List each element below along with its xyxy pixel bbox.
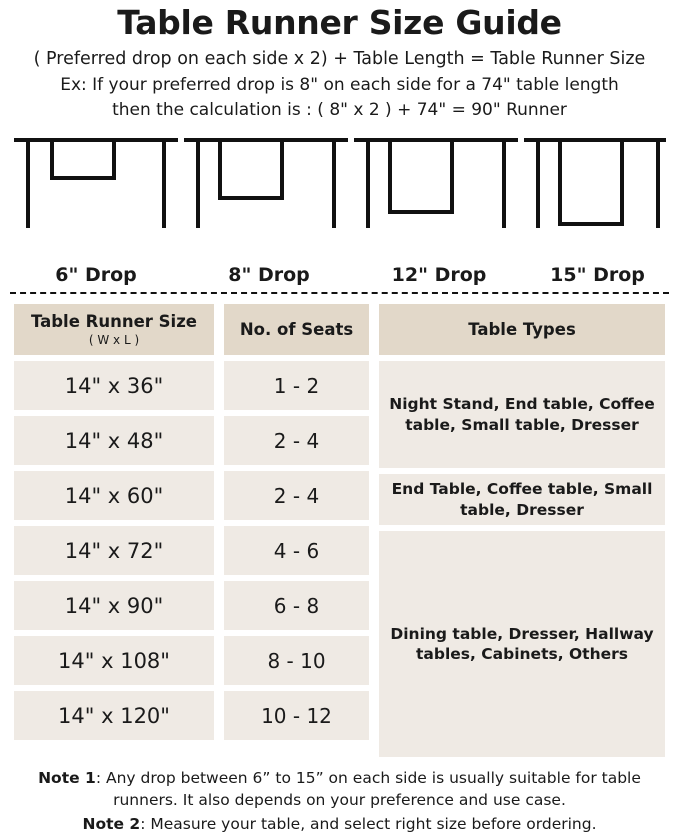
- infographic-page: [0, 3, 679, 834]
- page-title: Table Runner Size Guide: [117, 3, 562, 42]
- note-2-label: Note 2: [82, 815, 141, 834]
- dashed-divider: [10, 292, 669, 294]
- formula-line: ( Preferred drop on each side x 2) + Table Length = Table Runner Size: [33, 49, 646, 70]
- note-2: [18, 813, 661, 835]
- header-types: Table Types: [379, 304, 665, 355]
- table-row: 14" x 90": [14, 581, 214, 630]
- table-row: 2 - 4: [224, 471, 369, 520]
- example-line-1: Ex: If your preferred drop is 8" on each side for a 74" table length: [60, 75, 619, 96]
- table-row: 14" x 120": [14, 691, 214, 740]
- header-size: [14, 304, 214, 355]
- header-size-sub: ( W x L ): [88, 333, 140, 348]
- note-2-text: : Measure your table, and select right size before ordering.: [140, 815, 597, 834]
- drop-label-15: 15" Drop: [550, 264, 645, 287]
- header-seats: No. of Seats: [224, 304, 369, 355]
- column-seats: [224, 304, 369, 763]
- drop-diagram-svg: [8, 132, 671, 244]
- notes-section: [8, 763, 671, 835]
- column-size: [14, 304, 214, 763]
- drop-label-8: 8" Drop: [228, 264, 310, 287]
- drop-label-12: 12" Drop: [391, 264, 487, 287]
- table-row: 14" x 48": [14, 416, 214, 465]
- drop-diagram: [8, 132, 671, 262]
- drop-labels-row: [8, 264, 671, 286]
- note-1: [18, 767, 661, 811]
- table-row: End Table, Coffee table, Small table, Dresser: [379, 474, 665, 525]
- table-row: 10 - 12: [224, 691, 369, 740]
- column-types: [379, 304, 665, 763]
- example-line-2: then the calculation is : ( 8" x 2 ) + 74" = 90" Runner: [112, 100, 567, 121]
- table-row: Dining table, Dresser, Hallway tables, Cabinets, Others: [379, 531, 665, 757]
- table-row: 1 - 2: [224, 361, 369, 410]
- table-row: 2 - 4: [224, 416, 369, 465]
- table-row: 4 - 6: [224, 526, 369, 575]
- table-row: 14" x 60": [14, 471, 214, 520]
- table-row: 14" x 36": [14, 361, 214, 410]
- table-row: 6 - 8: [224, 581, 369, 630]
- note-1-text: : Any drop between 6” to 15” on each side is usually suitable for table runners. It also depends on your preference and use case.: [95, 769, 641, 810]
- table-row: 8 - 10: [224, 636, 369, 685]
- note-1-label: Note 1: [38, 769, 96, 788]
- size-table: [8, 304, 671, 763]
- drop-label-6: 6" Drop: [55, 264, 137, 287]
- table-row: Night Stand, End table, Coffee table, Small table, Dresser: [379, 361, 665, 468]
- table-row: 14" x 72": [14, 526, 214, 575]
- table-row: 14" x 108": [14, 636, 214, 685]
- header-size-label: Table Runner Size: [30, 311, 197, 331]
